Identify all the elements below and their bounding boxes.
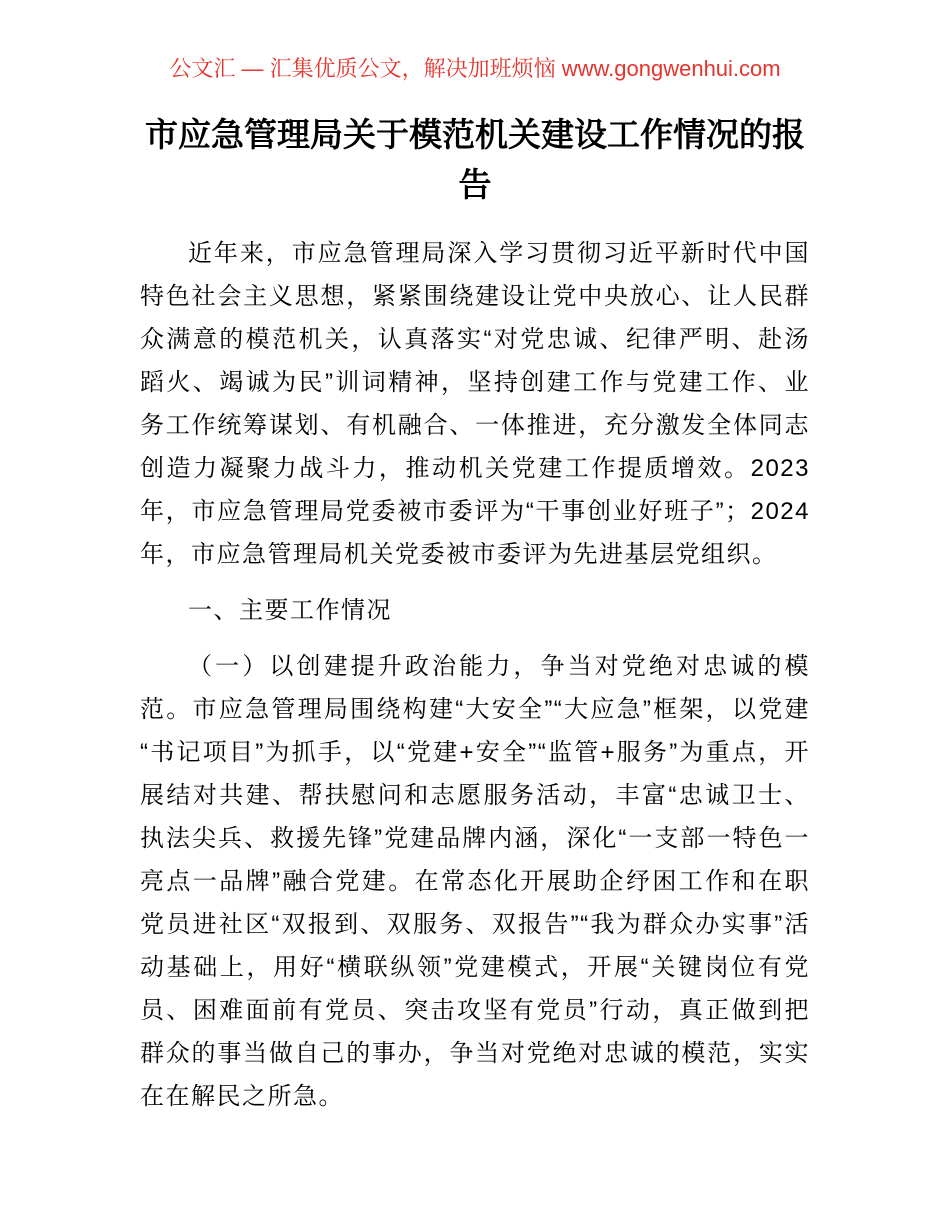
site-watermark: [140, 54, 810, 84]
section-heading-main-work: 一、主要工作情况: [188, 597, 392, 624]
document-title: 市应急管理局关于模范机关建设工作情况的报告: [145, 116, 805, 203]
paragraph-section-one: （一）以创建提升政治能力，争当对党绝对忠诚的模范。市应急管理局围绕构建“大安全”“大应急”框架，以党建“书记项目”为抓手，以“党建+安全”“监管+服务”为重点，开展结对共建、帮扶慰问和志愿服务活动，丰富“忠诚卫士、执法尖兵、救援先锋”党建品牌内涵，深化“一支部一特色一亮点一品牌”融合党建。在常态化开展助企纾困工作和在职党员进社区“双报到、双服务、双报告”“我为群众办实事”活动基础上，用好“横联纵领”党建模式，开展“关键岗位有党员、困难面前有党员、突击攻坚有党员”行动，真正做到把群众的事当做自己的事办，争当对党绝对忠诚的模范，实实在在解民之所急。: [140, 653, 810, 1110]
paragraph-intro: 近年来，市应急管理局深入学习贯彻习近平新时代中国特色社会主义思想，紧紧围绕建设让党中央放心、让人民群众满意的模范机关，认真落实“对党忠诚、纪律严明、赴汤蹈火、竭诚为民”训词精神，坚持创建工作与党建工作、业务工作统筹谋划、有机融合、一体推进，充分激发全体同志创造力凝聚力战斗力，推动机关党建工作提质增效。2023 年，市应急管理局党委被市委评为“干事创业好班子”；2024 年，市应急管理局机关党委被市委评为先进基层党组织。: [140, 240, 810, 568]
watermark-text: 公文汇 — 汇集优质公文，解决加班烦恼 www.gongwenhui.com: [169, 56, 781, 81]
